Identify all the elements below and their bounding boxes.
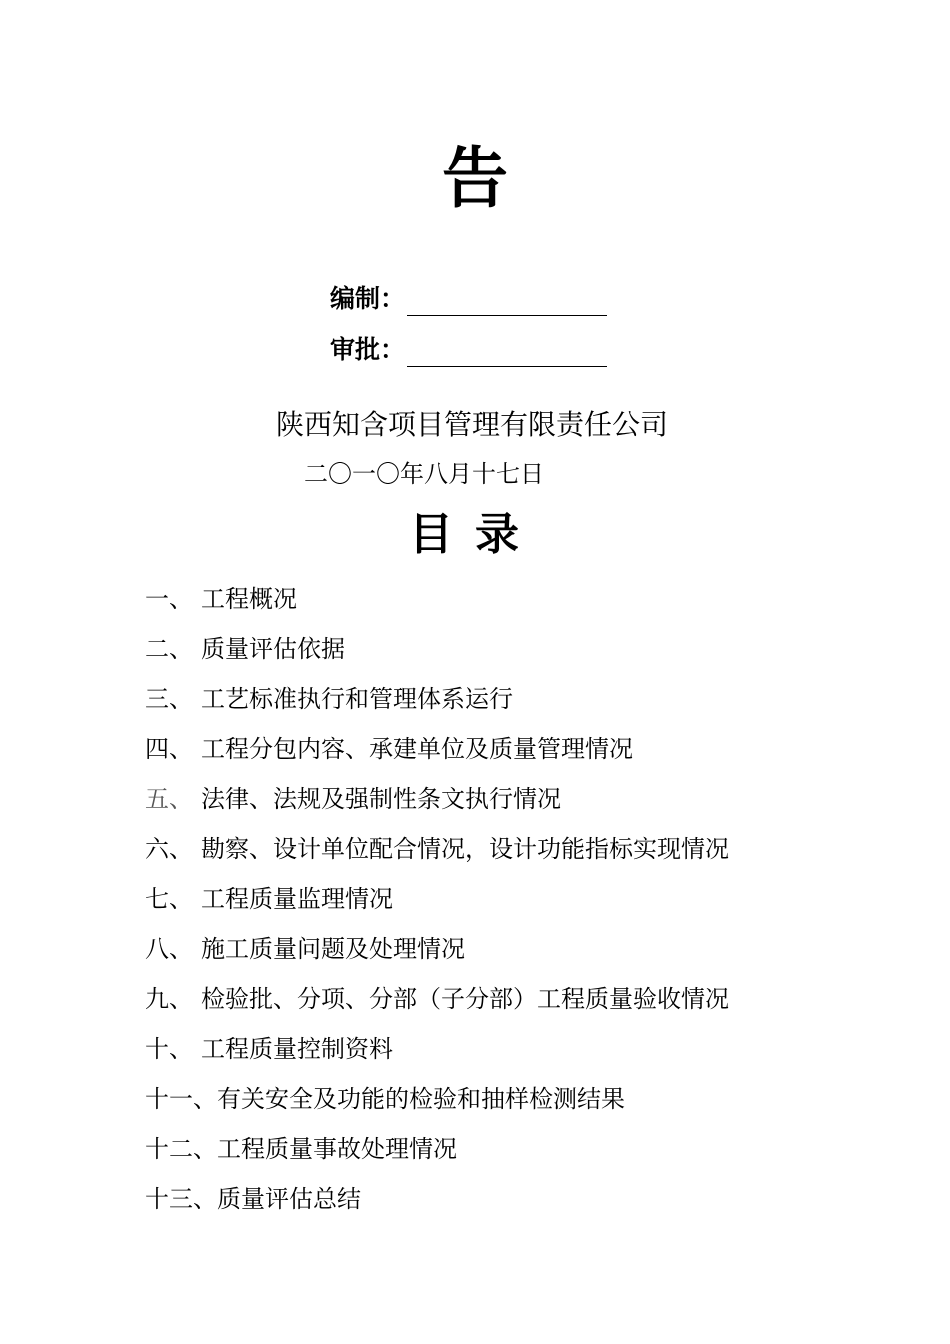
toc-item [145,880,729,930]
toc-item [145,1180,729,1230]
edit-signature-row [330,282,607,316]
toc-item-number: 十、 [145,1035,193,1063]
toc-item-number: 三、 [145,685,193,713]
toc-item-text: 质量评估总结 [217,1185,361,1213]
toc-item-text: 检验批、分项、分部（子分部）工程质量验收情况 [201,985,729,1013]
toc-item [145,730,729,780]
toc-item-number: 六、 [145,835,193,863]
toc-item [145,780,729,830]
toc-item-number: 七、 [145,885,193,913]
toc-title: 目录 [409,509,541,560]
approve-signature-row [330,333,607,367]
toc-item [145,1080,729,1130]
toc-item [145,630,729,680]
toc-list [145,580,729,1230]
toc-item-text: 工程质量控制资料 [201,1035,393,1063]
toc-item-text: 施工质量问题及处理情况 [201,935,465,963]
toc-item-text: 工艺标准执行和管理体系运行 [201,685,513,713]
company-name: 陕西知含项目管理有限责任公司 [276,408,669,441]
toc-item-number: 四、 [145,735,193,763]
toc-item [145,830,729,880]
toc-item-text: 工程质量事故处理情况 [217,1135,457,1163]
toc-item-number: 五、 [145,785,193,813]
approve-label: 审批： [330,335,406,364]
toc-item [145,1030,729,1080]
toc-item-number: 八、 [145,935,193,963]
toc-item-text: 勘察、设计单位配合情况，设计功能指标实现情况 [201,835,729,863]
edit-label: 编制： [330,284,406,313]
toc-item-number: 十二、 [145,1135,217,1163]
approve-signature-line [407,340,607,367]
toc-item [145,1130,729,1180]
toc-item [145,580,729,630]
toc-item [145,980,729,1030]
toc-item-number: 二、 [145,635,193,663]
toc-item-text: 工程分包内容、承建单位及质量管理情况 [201,735,633,763]
toc-item [145,930,729,980]
edit-signature-line [407,289,607,316]
toc-item-number: 一、 [145,585,193,613]
toc-item-text: 质量评估依据 [201,635,345,663]
toc-item [145,680,729,730]
toc-item-text: 法律、法规及强制性条文执行情况 [201,785,561,813]
toc-item-text: 工程质量监理情况 [201,885,393,913]
toc-item-number: 九、 [145,985,193,1013]
toc-item-text: 工程概况 [201,585,297,613]
document-date: 二〇一〇年八月十七日 [304,460,544,488]
toc-item-number: 十三、 [145,1185,217,1213]
page-title: 告 [442,139,508,217]
toc-item-number: 十一、 [145,1085,217,1113]
toc-item-text: 有关安全及功能的检验和抽样检测结果 [217,1085,625,1113]
